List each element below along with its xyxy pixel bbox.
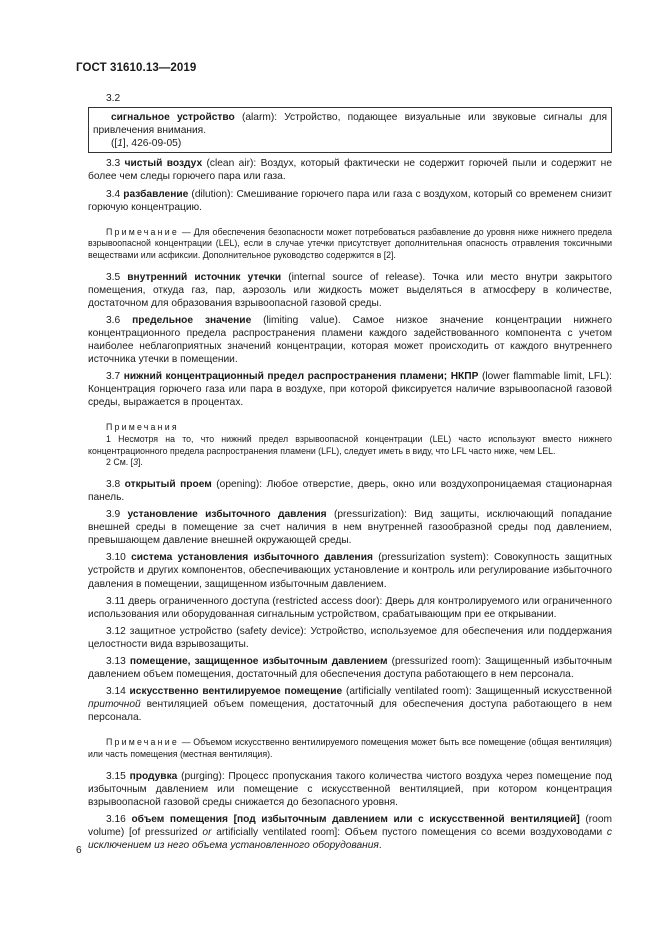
note-3-14: Примечание — Объемом искусственно вентилируемого помещения может быть все помещение (общая вентиляция) или часть помещения (местная вентиляция).	[88, 737, 612, 760]
clause-3-2: сигнальное устройство (alarm): Устройство, подающее визуальные или звуковые сигналы для привлечения внимания.	[93, 112, 607, 137]
document-header: ГОСТ 31610.13—2019	[76, 62, 197, 74]
clause-3-14: 3.14 искусственно вентилируемое помещение (artificially ventilated room): Защищенный искусственной приточной вентиляцией объем помещения, достаточный для обеспечения доступа работающего в нем персонала.	[88, 686, 612, 724]
clause-3-13: 3.13 помещение, защищенное избыточным давлением (pressurized room): Защищенный избыточным давлением объем помещения, достаточный для обеспечения доступа работающего в нем персонала.	[88, 655, 612, 681]
clause-3-4: 3.4 разбавление (dilution): Смешивание горючего пара или газа с воздухом, который со временем снизит горючую концентрацию.	[88, 188, 612, 213]
note-3-4: Примечание — Для обеспечения безопасности может потребоваться разбавление до уровня ниже нижнего предела взрывоопасной концентрации (LEL), если в случае утечки присутствует дополнительная опасность отравления токсичными веществами или асфиксии. Дополнительное руководство содержится в [2].	[88, 226, 612, 260]
clause-3-12: 3.12 защитное устройство (safety device): Устройство, используемое для обеспечения или поддержания целостности вида взрывозащиты.	[88, 625, 612, 650]
clause-3-2-number: 3.2	[106, 93, 121, 104]
clause-3-11: 3.11 дверь ограниченного доступа (restricted access door): Дверь для контролируемого или ограниченного использования или оборудованная сигнальным устройством, срабатывающим при ее открывании.	[88, 595, 612, 620]
clause-3-7: 3.7 нижний концентрационный предел распространения пламени; НКПР (lower flammable limit, LFL): Концентрация горючего газа или пара в воздухе, при которой фиксируется наличие взрывоопасной газовой среды, выражается в процентах.	[88, 371, 612, 409]
clause-3-10: 3.10 система установления избыточного давления (pressurization system): Совокупность защитных устройств и других компонентов, обеспечивающих установление и контроль или регулирование избыточного давления в помещении, защищенном избыточным давлением.	[88, 552, 612, 590]
page-number: 6	[76, 845, 82, 856]
clause-3-16: 3.16 объем помещения [под избыточным давлением или с искусственной вентиляцией] (room volume) [of pressurized or artificially ventilated room]: Объем пустого помещения со всеми воздуховодами с исключением из него объема установленного оборудования.	[88, 813, 612, 852]
clause-3-8: 3.8 открытый проем (opening): Любое отверстие, дверь, окно или воздухопроницаемая стационарная панель.	[88, 478, 612, 503]
clause-3-5: 3.5 внутренний источник утечки (internal source of release). Точка или место внутри закрытого помещения, откуда газ, пар, аэрозоль или жидкость может выделяться в атмосферу в количестве, достаточном для образования взрывоопасной газовой среды.	[88, 271, 612, 309]
clause-3-6: 3.6 предельное значение (limiting value). Самое низкое значение концентрации нижнего концентрационного предела распространения пламени каждого задействованного компонента с учетом наиболее неблагоприятных значений концентрации, которая может происходить от каждого внутреннего источника утечки в помещении.	[88, 314, 612, 366]
clause-3-2-reference: ([1], 426-09-05)	[111, 138, 182, 150]
document-body	[88, 92, 612, 856]
notes-3-7-label: Примечания	[106, 422, 179, 433]
clause-3-15: 3.15 продувка (purging): Процесс пропускания такого количества чистого воздуха через помещение под избыточным давлением или помещение с искусственной вентиляцией, при котором концентрация взрывоопасной газовой среды снижается до безопасного уровня.	[88, 770, 612, 808]
clause-3-2-box	[88, 107, 612, 153]
term-alarm: сигнальное устройство	[111, 112, 235, 124]
clause-3-9: 3.9 установление избыточного давления (pressurization): Вид защиты, исключающий попадание внешней среды в помещение за счет наличия в нем внутренней газообразной среды под давлением, превышающем давление внешней окружающей среды.	[88, 509, 613, 547]
notes-3-7-item-1: 1 Несмотря на то, что нижний предел взрывоопасной концентрации (LEL) часто используют вместо нижнего концентрационного предела распространения пламени (LFL), следует иметь в виду, что LFL часто ниже, чем LEL.	[88, 434, 612, 456]
notes-3-7-item-2: 2 См. [3].	[106, 457, 143, 468]
clause-3-3: 3.3 чистый воздух (clean air): Воздух, который фактически не содержит горючей пыли и содержит не более чем следы горючего пара или газа.	[88, 158, 612, 183]
